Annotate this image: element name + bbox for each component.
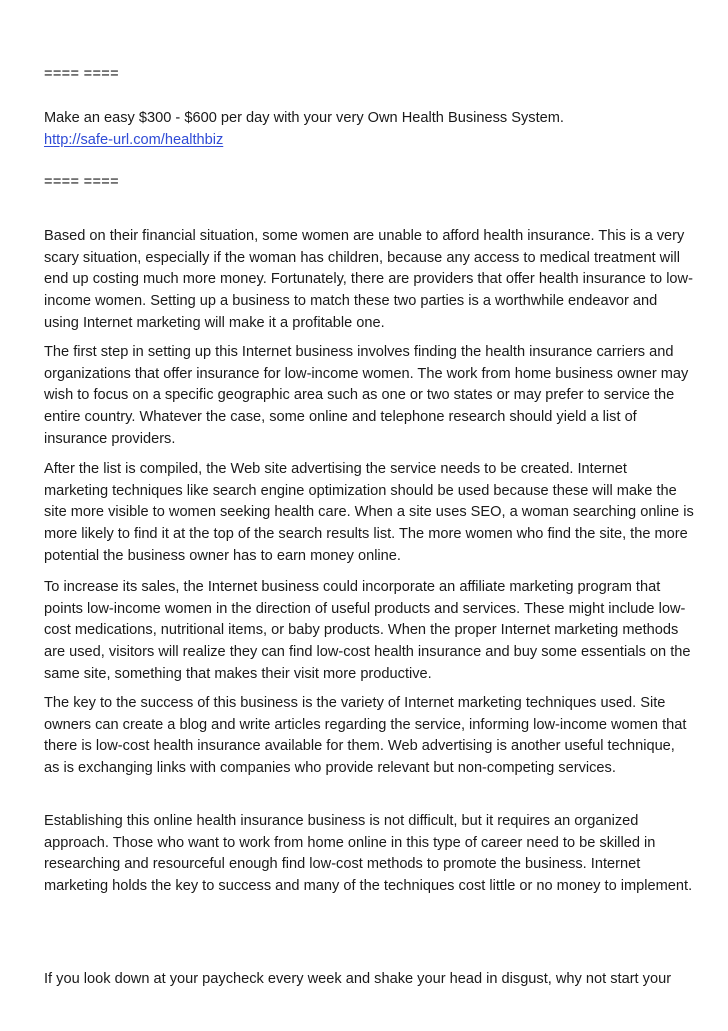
promo-text: Make an easy $300 - $600 per day with your very Own Health Business System. bbox=[44, 110, 564, 126]
paragraph-5: The key to the success of this business is the variety of Internet marketing techniques used. Site owners can create a blog and write articles regarding the service, informing low-income women that there is low-cost health insurance available for them. Web advertising is another useful technique, as is exchanging links with companies who provide relevant but non-competing services. bbox=[44, 695, 687, 777]
paragraph-2: The first step in setting up this Internet business involves finding the health insurance carriers and organizations that offer insurance for low-income women. The work from home business owner may wish to focus on a specific geographic area such as one or two states or may prefer to service the entire country. Whatever the case, some online and telephone research should yield a list of insurance providers. bbox=[44, 344, 689, 447]
paragraph-3: After the list is compiled, the Web site advertising the service needs to be created. Internet marketing techniques like search engine optimization should be used because these will make the site more visible to women seeking health care. When a site uses SEO, a woman searching online is more likely to find it at the top of the search results list. The more women who find the site, the more potential the business owner has to earn money online. bbox=[44, 461, 694, 564]
separator-bottom: ==== ==== bbox=[44, 174, 119, 190]
paragraph-6: Establishing this online health insurance business is not difficult, but it requires an organized approach. Those who want to work from home online in this type of career need to be skilled in researching and resourceful enough find low-cost methods to promote the business. Internet marketing holds the key to success and many of the techniques cost little or no money to implement. bbox=[44, 813, 693, 895]
separator-top: ==== ==== bbox=[44, 66, 119, 82]
paragraph-1: Based on their financial situation, some women are unable to afford health insurance. This is a very scary situation, especially if the woman has children, because any access to medical treatment will end up costing much more money. Fortunately, there are providers that offer health insurance to low-income women. Setting up a business to match these two parties is a worthwhile endeavor and using Internet marketing will make it a profitable one. bbox=[44, 228, 693, 331]
paragraph-7: If you look down at your paycheck every week and shake your head in disgust, why not start your bbox=[44, 971, 672, 987]
paragraph-4: To increase its sales, the Internet business could incorporate an affiliate marketing program that points low-income women in the direction of useful products and services. These might include low-cost medications, nutritional items, or baby products. When the proper Internet marketing methods are used, visitors will realize they can find low-cost health insurance and buy some essentials on the same site, something that makes their visit more productive. bbox=[44, 579, 691, 682]
promo-link[interactable]: http://safe-url.com/healthbiz bbox=[44, 132, 224, 148]
